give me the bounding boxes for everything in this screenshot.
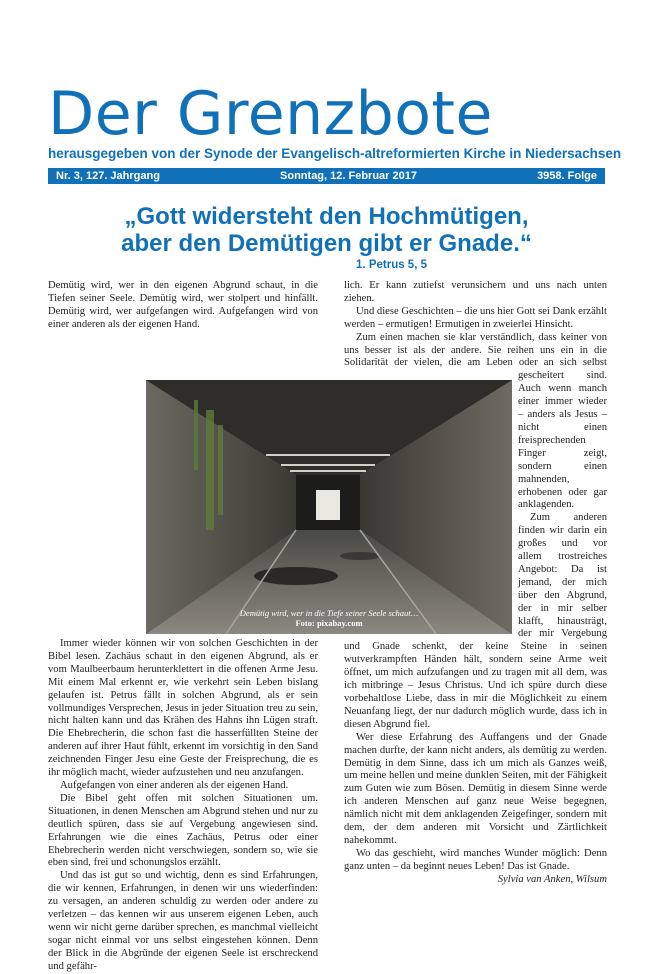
paragraph: Demütig wird, wer in den eigenen Abgrund schaut, in die Tiefen seiner Seele. Demütig wird, wer stolpert und hinfällt. Demütig wird, wer aufgefangen wird. Aufgefangen wird von einer anderen als der eigenen Hand. bbox=[48, 280, 318, 330]
issue-number: Nr. 3, 127. Jahrgang bbox=[56, 170, 160, 182]
issue-sequence: 3958. Folge bbox=[537, 170, 597, 182]
paragraph: Immer wieder können wir von solchen Geschichten in der Bibel lesen. Zachäus schaut in den eigenen Abgrund, als er vom Maulbeerbaum herunterklettert in die offenen Arme Jesu. Mit einem Mal erkennt er, wie verkehrt sein Leben bislang gelaufen ist. Petrus fällt in solchen Abgrund, als er sein vollmundiges Versprechen, Jesus in jeder Situation treu zu sein, nicht halten kann und das Krähen des Hahns ihn Lügen straft. Die Ehebrecherin, die schon fast die hasserfüllten Steine der anderen auf ihrer Haut fühlt, erkennt im vorsichtig in den Sand zeichnenden Finger Jesu eine Geste der Freisprechung, die es ihr möglich macht, wieder aufzustehen und neu anzufangen. bbox=[48, 638, 318, 779]
bible-reference: 1. Petrus 5, 5 bbox=[356, 259, 427, 271]
author-signature: Sylvia van Anken, Wilsum bbox=[497, 873, 607, 885]
issue-date: Sonntag, 12. Februar 2017 bbox=[280, 170, 417, 182]
paragraph: Zum einen machen sie klar verständlich, dass keiner von uns besser ist als der andere. Sie reihen uns ein in die Solidarität der vielen, die am Leben oder an sich selbst gescheitert sind. Auch wenn manch einer immer wieder – anders als Jesus – nicht einen freisprechenden Finger zeigt, sondern einen mahnenden, erhobenen oder gar anklagenden. bbox=[344, 331, 607, 511]
paragraph: Die Bibel geht offen mit solchen Situationen um. Situationen, in denen Menschen am Abgrund stehen und nur zu deutlich spüren, dass sie auf Vergebung angewiesen sind. Erfahrungen wie die eines Zachäus, Petrus oder einer Ehebrecherin werden nicht verschwiegen, sondern so, wie sie eben sind, frei und schonungslos erzählt. bbox=[48, 792, 318, 869]
headline-line-1: „Gott widersteht den Hochmütigen, bbox=[124, 203, 529, 230]
tunnel-photo bbox=[146, 380, 512, 634]
newspaper-title: Der Grenzbote bbox=[48, 79, 493, 149]
headline bbox=[48, 203, 605, 271]
masthead bbox=[48, 79, 628, 161]
newspaper-subtitle: herausgegeben von der Synode der Evangelisch-altreformierten Kirche in Niedersachsen bbox=[48, 146, 622, 161]
issue-info-bar bbox=[48, 168, 605, 184]
photo-caption-text: Demütig wird, wer in die Tiefe seiner Seele schaut… bbox=[239, 608, 419, 618]
tunnel-photo-graphic bbox=[146, 380, 512, 634]
paragraph: Aufgefangen von einer anderen als der eigenen Hand. bbox=[60, 779, 289, 791]
photo-credit: Foto: pixabay.com bbox=[295, 618, 363, 628]
paragraph: Und das ist gut so und wichtig, denn es sind Erfahrungen, die wir kennen, Erfahrungen, in denen wir uns wiederfinden: zu versagen, an anderen schuldig zu werden oder andere zu verletzen – das kennen wir aus unserem eigenen Leben, auch wenn wir nicht gerne darüber sprechen, es manchmal vielleicht sogar nicht einmal vor uns selbst eingestehen können. Denn der Blick in die Abgründe der eigenen Seele ist erschreckend und gefähr- bbox=[48, 870, 318, 972]
paragraph: Wer diese Erfahrung des Auffangens und der Gnade machen durfte, der kann nicht anders, als demütig zu werden. Demütig in dem Sinne, dass ich um mich als Ganzes weiß, um meine hellen und meine dunklen Seiten, mit der Fähigkeit zum Guten wie zum Bösen. Demütig in diesem Sinne werde ich anderen Menschen auf ganz neue Weise begegnen, nämlich nicht mit dem anklagenden Zeigefinger, sondern mit dem, der dem anderen mit Vorsicht und Zärtlichkeit nahekommt. bbox=[344, 731, 607, 846]
headline-line-2: aber den Demütigen gibt er Gnade.“ bbox=[121, 230, 532, 257]
paragraph: Und diese Geschichten – die uns hier Gott sei Dank erzählt werden – ermutigen! Ermutigen in zweierlei Hinsicht. bbox=[344, 305, 607, 330]
paragraph: Zum anderen finden wir darin ein großes und vor allem trostreiches Angebot: Da ist jemand, der mich über den Abgrund, der in mir selber klafft, hinausträgt, der mir Vergebung und Gnade schenkt, der keine Steine in seinen wutverkrampften Händen hält, sondern seine Arme weit öffnet, um mich aufzufangen und zu tragen mit all dem, was ich mitbringe – Jesus Christus. Und ich spüre durch diese vorbehaltlose Liebe, dass in mir die Möglichkeit zu einem Neuanfang liegt, der nur dadurch möglich wurde, dass ich in diesen Abgrund fiel. bbox=[344, 512, 607, 730]
paragraph: Wo das geschieht, wird manches Wunder möglich: Denn ganz unten – da beginnt neues Leben! Das ist Gnade. bbox=[344, 847, 607, 872]
paragraph: lich. Er kann zutiefst verunsichern und uns nach unten ziehen. bbox=[344, 280, 607, 304]
photo-caption bbox=[146, 608, 512, 628]
